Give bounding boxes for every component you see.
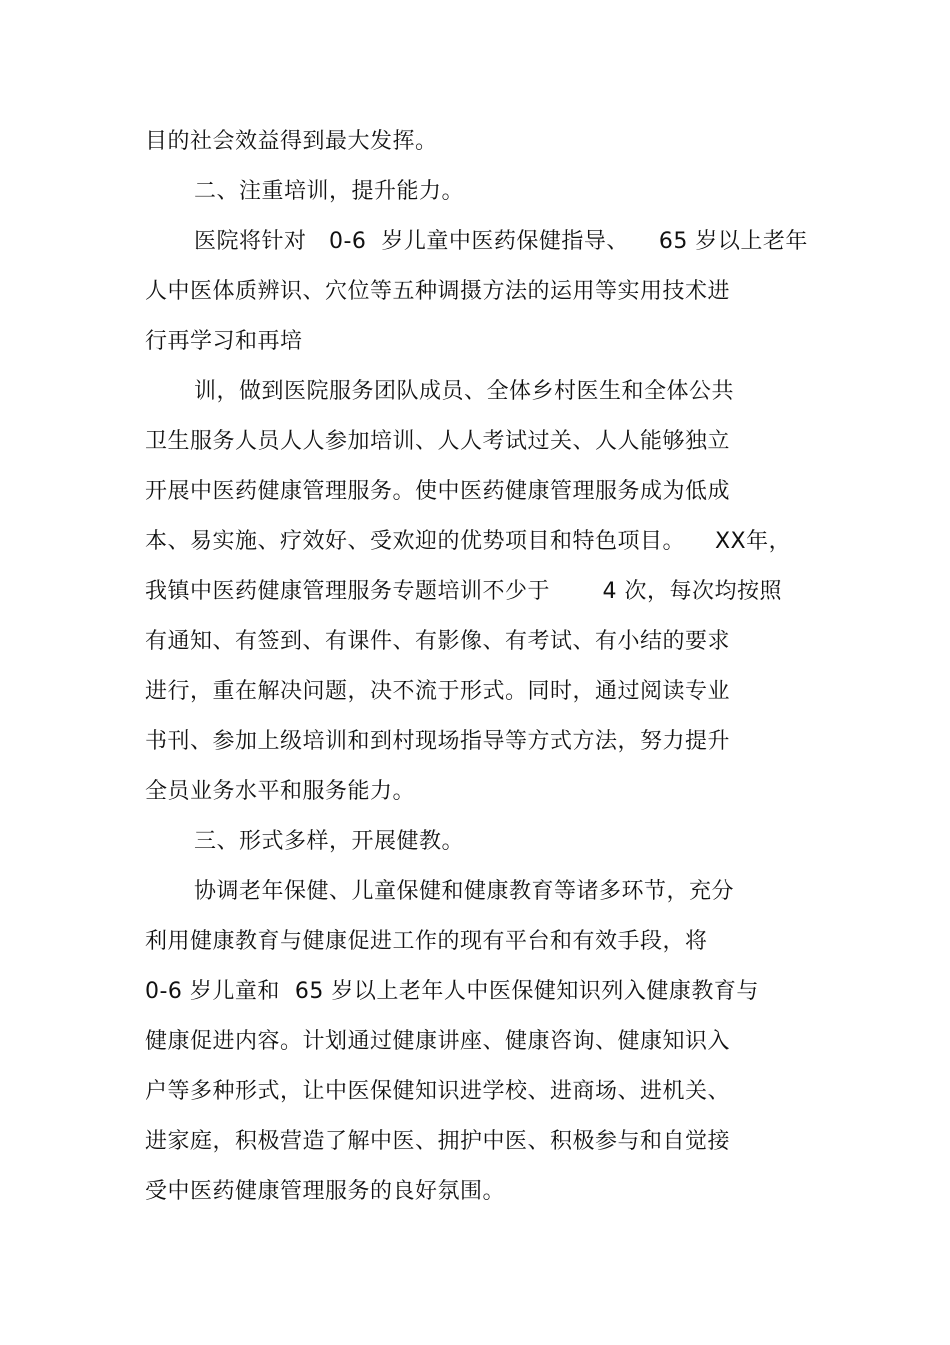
text-line: 人中医体质辨识、穴位等五种调摄方法的运用等实用技术进	[145, 279, 731, 304]
text-line: 训，做到医院服务团队成员、全体乡村医生和全体公共	[194, 379, 735, 404]
text-line: 医院将针对 0-6 岁儿童中医药保健指导、 65 岁以上老年	[194, 229, 808, 254]
text-line: 进家庭，积极营造了解中医、拥护中医、积极参与和自觉接	[145, 1129, 731, 1154]
text-line: 户等多种形式，让中医保健知识进学校、进商场、进机关、	[145, 1079, 731, 1104]
text-line: 书刊、参加上级培训和到村现场指导等方式方法，努力提升	[145, 729, 731, 754]
text-line: 利用健康教育与健康促进工作的现有平台和有效手段，将	[145, 929, 708, 954]
text-line: 健康促进内容。计划通过健康讲座、健康咨询、健康知识入	[145, 1029, 731, 1054]
text-line: 协调老年保健、儿童保健和健康教育等诸多环节，充分	[194, 879, 735, 904]
section-heading: 三、形式多样，开展健教。	[194, 829, 465, 854]
text-line: 有通知、有签到、有课件、有影像、有考试、有小结的要求	[145, 629, 731, 654]
text-line: 本、易实施、疗效好、受欢迎的优势项目和特色项目。 XX年，	[145, 529, 792, 554]
text-line: 0-6 岁儿童和 65 岁以上老年人中医保健知识列入健康教育与	[145, 979, 759, 1004]
text-line: 进行，重在解决问题，决不流于形式。同时，通过阅读专业	[145, 679, 731, 704]
text-line: 我镇中医药健康管理服务专题培训不少于 4 次，每次均按照	[145, 579, 782, 604]
text-line: 受中医药健康管理服务的良好氛围。	[145, 1179, 506, 1204]
text-line: 行再学习和再培	[145, 329, 303, 354]
text-line: 开展中医药健康管理服务。使中医药健康管理服务成为低成	[145, 479, 731, 504]
section-heading: 二、注重培训，提升能力。	[194, 179, 465, 204]
text-line: 卫生服务人员人人参加培训、人人考试过关、人人能够独立	[145, 429, 731, 454]
text-line: 目的社会效益得到最大发挥。	[145, 129, 438, 154]
text-line: 全员业务水平和服务能力。	[145, 779, 416, 804]
